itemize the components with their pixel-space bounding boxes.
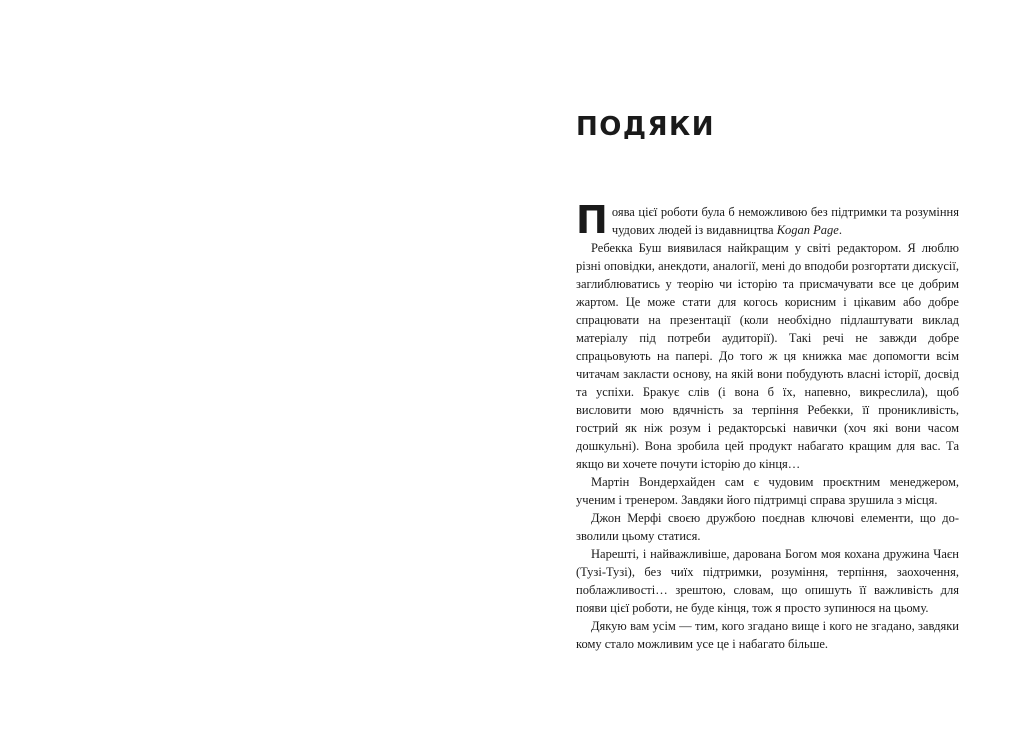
paragraph-1-text: оява цієї роботи була б неможливою без підтримки та розуміння чудових людей із видавництва (611, 205, 959, 237)
paragraph-3: Мартін Вондерхайден сам є чудовим проєктним менеджером, ученим і тренером. Завдяки його підтримці справа зрушила з місця. (576, 475, 959, 507)
paragraph-5: Нарешті, і найважливіше, дарована Богом моя кохана дружина Чаєн (Тузі-Тузі), без чиїх підтримки, розуміння, терпіння, заохочення, поблажливості… зрештою, словам, що опишуть її важливість для появи цієї роботи, не буде кінця, тож я просто зупинюся на цьому. (576, 547, 959, 615)
paragraph-1 (576, 198, 959, 242)
paragraph-2: Ребекка Буш виявилася найкращим у світі редактором. Я люблю різні оповідки, анекдоти, аналогії, мені до вподоби розгортати дискусії, заглиблюватись у теорію чи історію та присмачувати все це добрим жартом. Це може стати для когось корисним і цікавим або добре спрацювати на презентації (коли необхідно підлаштувати виклад матеріалу під потреби аудиторії). Такі речі не завжди добре спрацьовують на папері. До того ж ця книжка має допомогти всім читачам закласти основу, на якій вони побудують власні історії, досвід та успіхи. Бракує слів (і вона б їх, напевно, викреслила), щоб висловити мою вдячність за терпіння Ребекки, її проникливість, гострий як ніж розум і редакторські навички (хоч які вони часом дошкульні). Вона зробила цей продукт набагато кращим для вас. Та якщо ви хочете почути історію до кінця… (576, 241, 959, 471)
chapter-title: ПОДЯКИ (576, 112, 716, 142)
publisher-name: Kogan Page (776, 223, 839, 237)
drop-cap: П (576, 198, 608, 242)
right-page (512, 0, 1024, 730)
paragraph-1-end: . (838, 223, 842, 237)
paragraph-4: Джон Мерфі своєю дружбою поєднав ключові елементи, що дозволили цьому статися. (576, 511, 959, 543)
body-text (576, 198, 959, 653)
paragraph-6: Дякую вам усім — тим, кого згадано вище і кого не згадано, завдяки кому стало можливим усе це і набагато більше. (576, 619, 959, 651)
